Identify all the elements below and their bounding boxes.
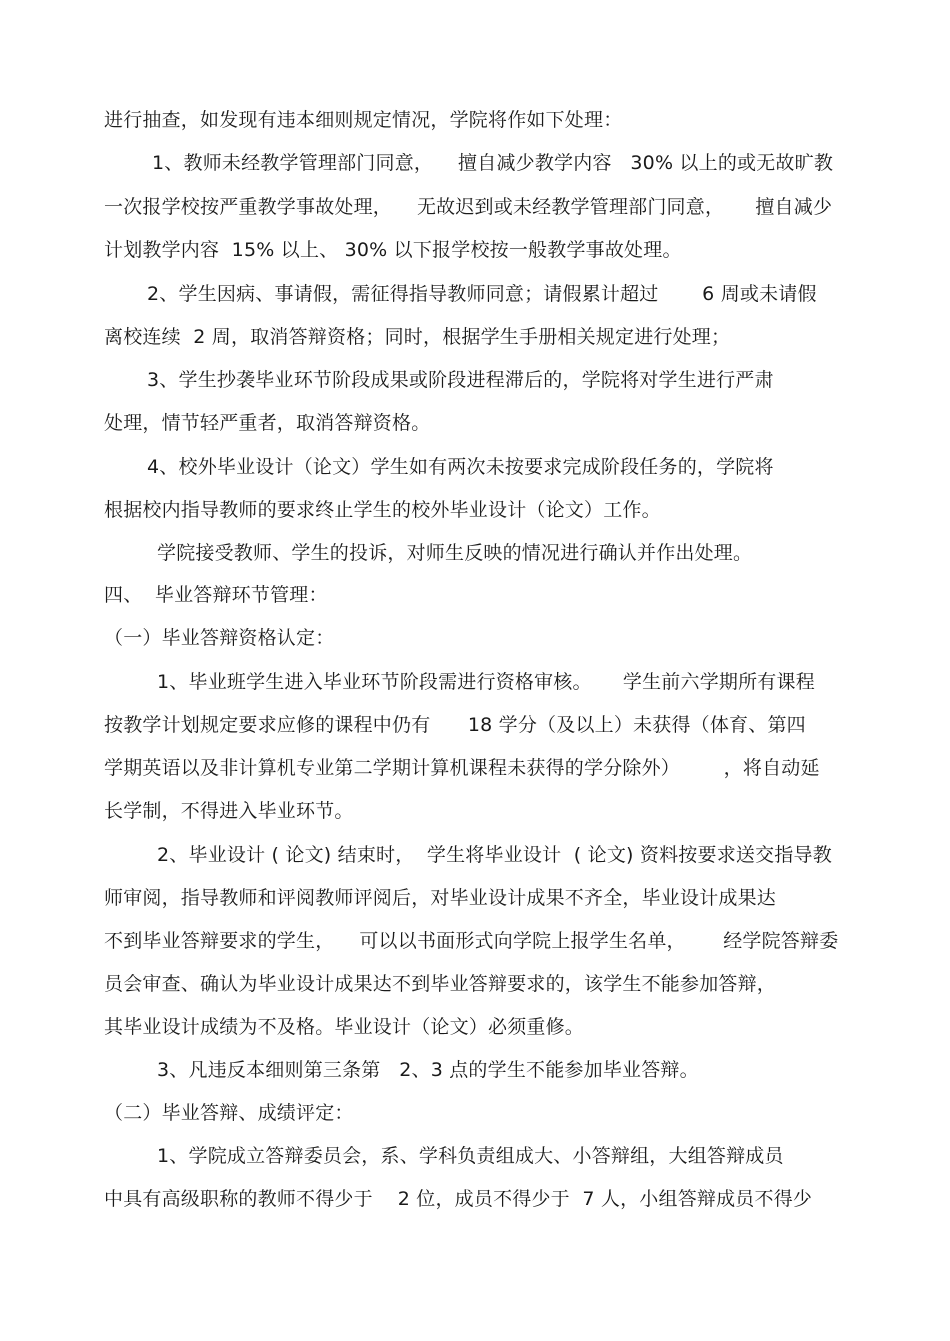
text-line: 2、学生因病、事请假，需征得指导教师同意；请假累计超过 6 周或未请假 [147,283,817,305]
subsection-heading: （一）毕业答辩资格认定： [104,627,335,649]
text-line: 1、教师未经教学管理部门同意， 擅自减少教学内容 30% 以上的或无故旷教 [152,152,834,174]
text-line: 员会审查、确认为毕业设计成果达不到毕业答辩要求的，该学生不能参加答辩， [104,973,777,995]
text-line: 3、凡违反本细则第三条第 2、3 点的学生不能参加毕业答辩。 [157,1059,699,1081]
text-line: 1、学院成立答辩委员会，系、学科负责组成大、小答辩组，大组答辩成员 [157,1145,784,1167]
text-line: 处理，情节轻严重者，取消答辩资格。 [104,412,431,434]
text-line: 一次报学校按严重教学事故处理， 无故迟到或未经教学管理部门同意， 擅自减少 [104,196,833,218]
text-line: 进行抽查，如发现有违本细则规定情况，学院将作如下处理： [104,109,623,131]
text-line: 学院接受教师、学生的投诉，对师生反映的情况进行确认并作出处理。 [157,542,753,564]
text-line: 学期英语以及非计算机专业第二学期计算机课程未获得的学分除外） ，将自动延 [104,757,820,779]
text-line: 其毕业设计成绩为不及格。毕业设计（论文）必须重修。 [104,1016,585,1038]
text-line: 根据校内指导教师的要求终止学生的校外毕业设计（论文）工作。 [104,499,661,521]
text-line: 长学制，不得进入毕业环节。 [104,800,354,822]
text-line: 师审阅，指导教师和评阅教师评阅后，对毕业设计成果不齐全，毕业设计成果达 [104,887,777,909]
text-line: 计划教学内容 15% 以上、 30% 以下报学校按一般教学事故处理。 [104,239,682,261]
subsection-heading: （二）毕业答辩、成绩评定： [104,1102,354,1124]
section-heading: 四、 毕业答辩环节管理： [104,584,328,606]
text-line: 3、学生抄袭毕业环节阶段成果或阶段进程滞后的，学院将对学生进行严肃 [147,369,774,391]
text-line: 按教学计划规定要求应修的课程中仍有 18 学分（及以上）未获得（体育、第四 [104,714,806,736]
text-line: 4、校外毕业设计（论文）学生如有两次未按要求完成阶段任务的，学院将 [147,456,774,478]
text-line: 1、毕业班学生进入毕业环节阶段需进行资格审核。 学生前六学期所有课程 [157,671,815,693]
text-line: 中具有高级职称的教师不得少于 2 位，成员不得少于 7 人，小组答辩成员不得少 [104,1188,813,1210]
text-line: 离校连续 2 周，取消答辩资格；同时，根据学生手册相关规定进行处理； [104,326,731,348]
text-line: 不到毕业答辩要求的学生， 可以以书面形式向学院上报学生名单， 经学院答辩委 [104,930,839,952]
text-line: 2、毕业设计 ( 论文) 结束时， 学生将毕业设计 ( 论文) 资料按要求送交指导教 [157,844,832,866]
